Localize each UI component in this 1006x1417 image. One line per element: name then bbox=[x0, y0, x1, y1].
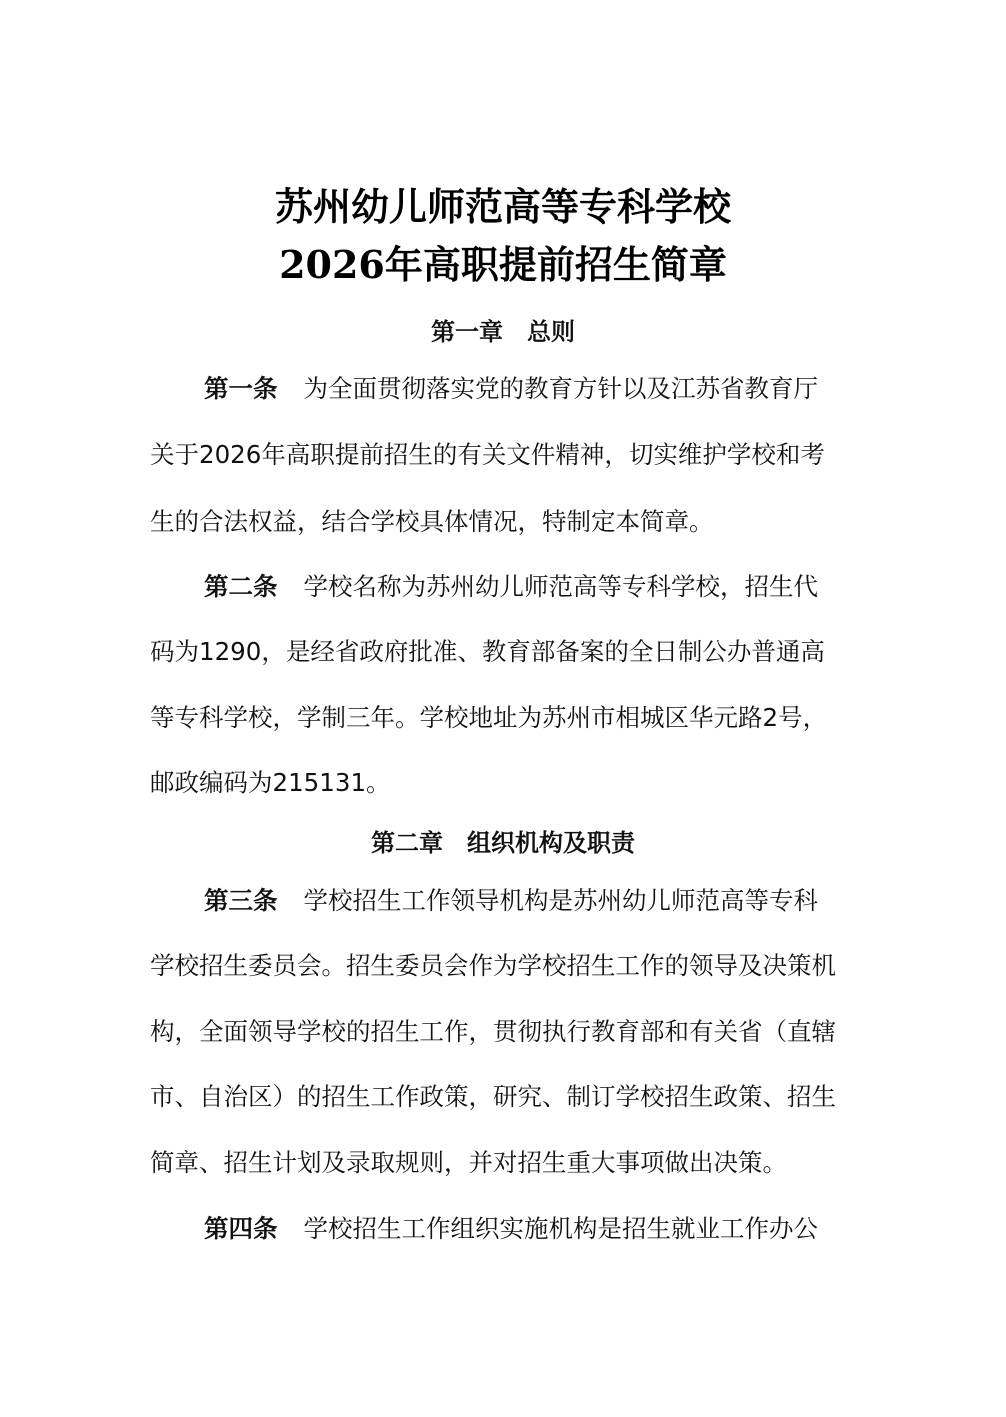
article-2-line-2: 码为1290，是经省政府批准、教育部备案的全日制公办普通高 bbox=[150, 637, 825, 666]
article-text: 为全面贯彻落实党的教育方针以及江苏省教育厅 bbox=[303, 374, 818, 403]
article-1-line-3: 生的合法权益，结合学校具体情况，特制定本简章。 bbox=[150, 507, 714, 536]
article-2-line-4: 邮政编码为215131。 bbox=[150, 768, 391, 797]
article-text: 学校招生工作组织实施机构是招生就业工作办公 bbox=[303, 1214, 818, 1243]
article-2-line-1 bbox=[204, 568, 924, 603]
article-3-line-2: 学校招生委员会。招生委员会作为学校招生工作的领导及决策机 bbox=[150, 951, 836, 980]
article-label: 第三条 bbox=[204, 886, 278, 915]
article-1-line-2: 关于2026年高职提前招生的有关文件精神，切实维护学校和考 bbox=[150, 440, 825, 469]
article-text: 学校名称为苏州幼儿师范高等专科学校，招生代 bbox=[303, 572, 818, 601]
article-4-line-1 bbox=[204, 1210, 924, 1245]
article-3-line-5: 简章、招生计划及录取规则，并对招生重大事项做出决策。 bbox=[150, 1148, 787, 1177]
chapter-heading-2: 第二章 组织机构及职责 bbox=[371, 829, 635, 857]
article-1-line-1 bbox=[204, 370, 924, 405]
document-title-line1: 苏州幼儿师范高等专科学校 bbox=[274, 184, 731, 229]
article-text: 学校招生工作领导机构是苏州幼儿师范高等专科 bbox=[303, 886, 818, 915]
article-2-line-3: 等专科学校，学制三年。学校地址为苏州市相城区华元路2号， bbox=[150, 703, 828, 732]
chapter-heading-1: 第一章 总则 bbox=[431, 318, 575, 346]
article-3-line-4: 市、自治区）的招生工作政策，研究、制订学校招生政策、招生 bbox=[150, 1082, 836, 1111]
article-label: 第一条 bbox=[204, 374, 278, 403]
article-3-line-3: 构，全面领导学校的招生工作，贯彻执行教育部和有关省（直辖 bbox=[150, 1017, 836, 1046]
document-title-line2: 2026年高职提前招生简章 bbox=[279, 242, 727, 287]
article-label: 第二条 bbox=[204, 572, 278, 601]
article-3-line-1 bbox=[204, 882, 924, 917]
article-label: 第四条 bbox=[204, 1214, 278, 1243]
